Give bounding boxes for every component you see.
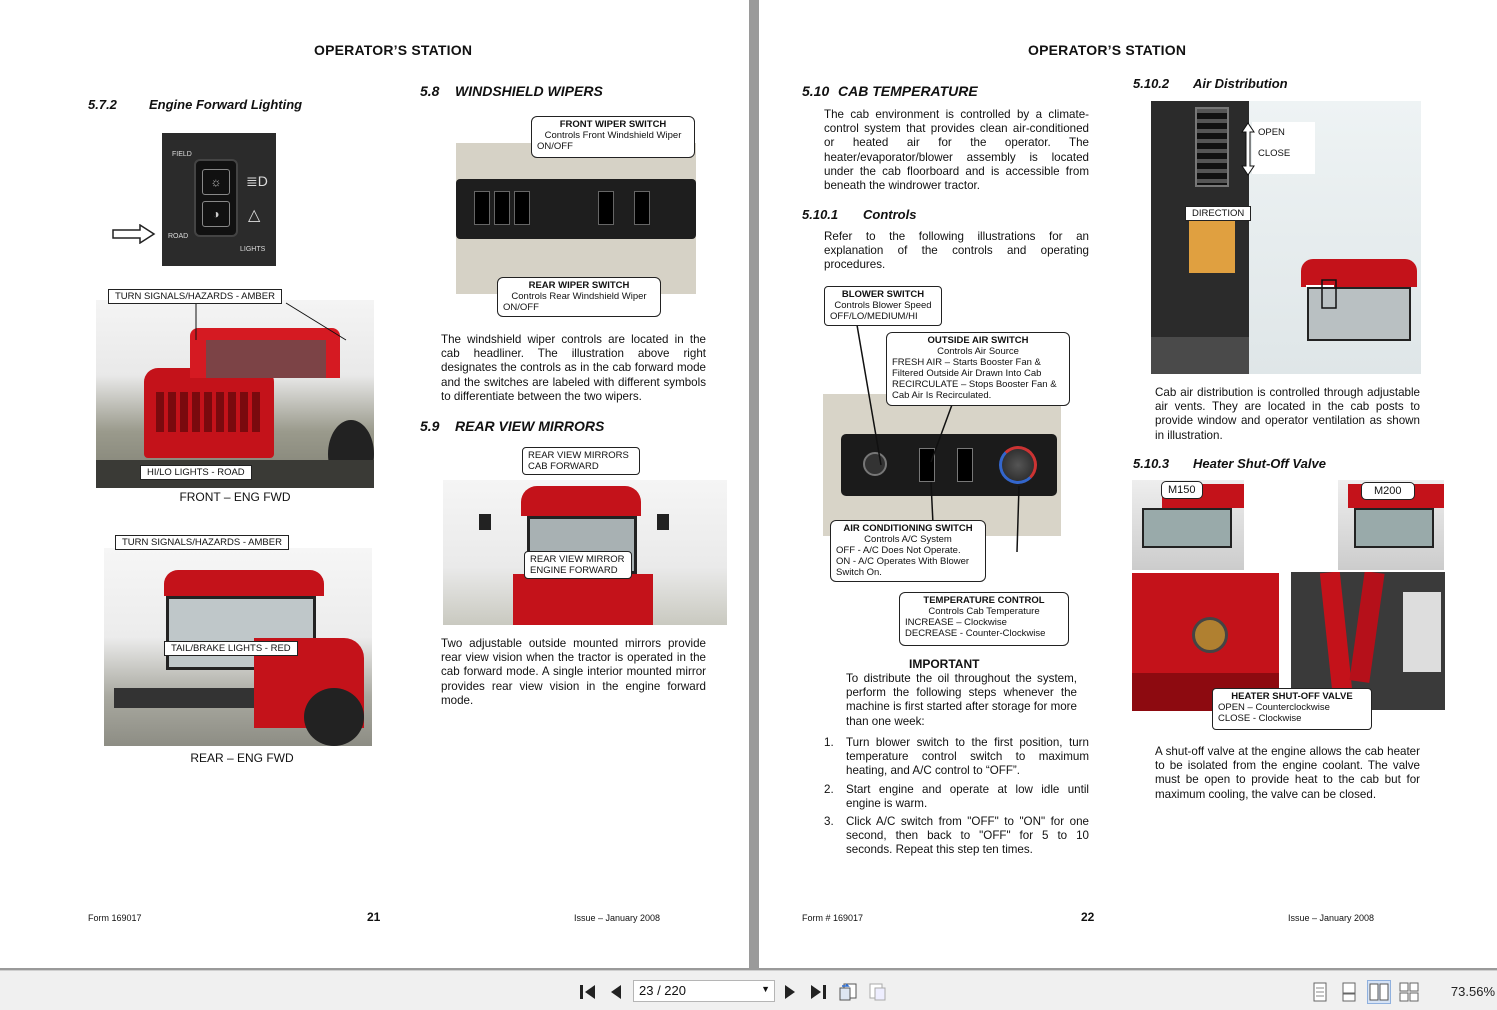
hazard-icon: △ [248, 207, 261, 224]
last-page-button[interactable] [807, 981, 829, 1003]
close-label: CLOSE [1258, 148, 1291, 159]
callout-line: Controls Front Windshield Wiper [544, 130, 682, 141]
blower-callout [824, 286, 942, 326]
turn-signals-tag-rear: TURN SIGNALS/HAZARDS - AMBER [115, 535, 289, 550]
arrow-pointer-icon [112, 224, 156, 244]
next-page-button[interactable] [779, 981, 801, 1003]
ac-callout [830, 520, 986, 582]
callout-line: Controls Air Source [937, 346, 1019, 357]
callout-line: ENGINE FORWARD [530, 565, 618, 576]
section-title: WINDSHIELD WIPERS [455, 83, 603, 99]
section-number: 5.7.2 [88, 97, 117, 112]
callout-line: CLOSE - Clockwise [1218, 713, 1302, 724]
important-heading: IMPORTANT [909, 657, 980, 671]
previous-view-icon [838, 982, 858, 1002]
last-page-icon [809, 984, 827, 1000]
leader-lines [96, 300, 374, 360]
section-title: CAB TEMPERATURE [838, 83, 978, 99]
two-page-icon [1369, 983, 1389, 1001]
go-back-view-button[interactable] [837, 981, 859, 1003]
outside-air-callout [886, 332, 1070, 406]
callout-line: Controls Blower Speed [834, 300, 932, 311]
section-title: Heater Shut-Off Valve [1193, 456, 1326, 471]
callout-title: AIR CONDITIONING SWITCH [843, 523, 973, 534]
section-title: Engine Forward Lighting [149, 97, 303, 112]
previous-page-button[interactable] [605, 981, 627, 1003]
step-text: Turn blower switch to the first position, turn temperature control switch to maximum heating, and A/C control to “OFF”. [846, 736, 1089, 778]
section-number: 5.10.1 [802, 207, 839, 222]
turn-signals-tag-front: TURN SIGNALS/HAZARDS - AMBER [108, 289, 282, 304]
chevron-down-icon[interactable]: ▼ [761, 984, 770, 994]
open-label: OPEN [1258, 127, 1285, 138]
callout-line: CAB FORWARD [528, 461, 599, 472]
callout-line: INCREASE – Clockwise [905, 617, 1007, 628]
page-22 [759, 0, 1497, 968]
front-wiper-callout [531, 116, 695, 158]
m200-tag: M200 [1361, 482, 1415, 500]
page-number: 21 [367, 910, 381, 924]
valve-paragraph: A shut-off valve at the engine allows the cab heater to be isolated from the engine coolant. The valve must be open to provide heat to the cab but for maximum cooling, the valve can be closed. [1155, 745, 1420, 801]
single-page-icon [1312, 982, 1328, 1002]
headlight-icon: ≣D [246, 173, 268, 189]
section-number: 5.10.3 [1133, 456, 1170, 471]
zoom-level[interactable]: 73.56% [1450, 984, 1495, 999]
road-label: ROAD [168, 233, 189, 240]
footer-form: Form # 169017 [802, 913, 864, 923]
step-text: Click A/C switch from "OFF" to "ON" for one second, then back to "OFF" for 5 to 10 seconds. Repeat this step ten times. [846, 815, 1089, 857]
section-number: 5.10.2 [1133, 76, 1170, 91]
callout-title: FRONT WIPER SWITCH [559, 119, 667, 130]
callout-title: HEATER SHUT-OFF VALVE [1231, 691, 1353, 702]
section-title: Air Distribution [1193, 76, 1288, 91]
section-number: 5.9 [420, 418, 440, 434]
valve-callout [1212, 688, 1372, 730]
previous-page-icon [609, 984, 623, 1000]
step-number: 1. [824, 736, 834, 749]
two-page-view-button[interactable] [1367, 980, 1391, 1004]
footer-issue: Issue – January 2008 [1288, 913, 1375, 923]
hilo-lights-tag: HI/LO LIGHTS - ROAD [140, 465, 252, 480]
footer-form: Form 169017 [88, 913, 142, 923]
callout-line: REAR VIEW MIRROR [530, 554, 625, 565]
step-number: 2. [824, 782, 834, 796]
mirror-paragraph: Two adjustable outside mounted mirrors provide rear view vision when the tractor is operated in the cab forward mode. A single interior mounted mirror provides rear view vision in the engine forward mode. [441, 637, 706, 707]
mirror-eng-callout [524, 551, 632, 579]
callout-line: OFF - A/C Does Not Operate. [836, 545, 961, 556]
page-number-value: 23 / 220 [639, 983, 686, 998]
callout-title: REAR WIPER SWITCH [528, 280, 630, 291]
field-label: FIELD [172, 151, 192, 158]
open-close-arrow-icon [1241, 122, 1255, 176]
page-number-field[interactable] [633, 980, 775, 1002]
list-item [824, 783, 1089, 811]
continuous-view-button[interactable] [1338, 981, 1360, 1003]
list-item [824, 736, 1089, 779]
open-close-box [1252, 122, 1315, 174]
page-header: OPERATOR’S STATION [1028, 42, 1187, 58]
callout-line: OFF/LO/MEDIUM/HI [830, 311, 918, 322]
two-page-continuous-icon [1399, 982, 1419, 1002]
callout-line: ON - A/C Operates With Blower [836, 556, 970, 567]
cab-paragraph: The cab environment is controlled by a climate-control system that provides clean air-conditioned or heated air for the operator. The heater/evaporator/blower assembly is located under the cab floorboard and is accessible from beneath the windrower tractor. [824, 108, 1089, 193]
callout-title: TEMPERATURE CONTROL [923, 595, 1045, 606]
callout-title: BLOWER SWITCH [841, 289, 925, 300]
tail-brake-tag: TAIL/BRAKE LIGHTS - RED [164, 641, 298, 656]
callout-line: Filtered Outside Air Drawn Into Cab [892, 368, 1042, 379]
page-number: 22 [1081, 910, 1095, 924]
callout-line: RECIRCULATE – Stops Booster Fan & [892, 379, 1057, 390]
wiper-panel-photo [456, 143, 696, 294]
page-header: OPERATOR’S STATION [314, 42, 473, 58]
callout-line: REAR VIEW MIRRORS [528, 450, 629, 461]
temperature-callout [899, 592, 1069, 646]
single-page-view-button[interactable] [1309, 981, 1331, 1003]
m150-tag: M150 [1161, 481, 1203, 499]
lights-label: LIGHTS [240, 246, 266, 253]
front-caption: FRONT – ENG FWD [179, 490, 291, 504]
callout-line: Controls Rear Windshield Wiper [511, 291, 647, 302]
callout-line: DECREASE - Counter-Clockwise [905, 628, 1046, 639]
vent-pointer-icon [1304, 278, 1344, 318]
callout-line: Controls A/C System [864, 534, 952, 545]
page-21 [0, 0, 749, 968]
go-forward-view-button[interactable] [867, 981, 889, 1003]
section-number: 5.8 [420, 83, 440, 99]
list-item [824, 815, 1089, 858]
mirror-cab-callout [522, 447, 640, 475]
two-page-continuous-button[interactable] [1398, 981, 1420, 1003]
section-title: REAR VIEW MIRRORS [455, 418, 605, 434]
callout-line: ON/OFF [537, 141, 573, 152]
first-page-button[interactable] [577, 981, 599, 1003]
next-page-icon [783, 984, 797, 1000]
air-paragraph: Cab air distribution is controlled through adjustable air vents. They are located in the cab posts to provide window and operator ventilation as shown in illustration. [1155, 386, 1420, 442]
step-number: 3. [824, 815, 834, 829]
callout-title: OUTSIDE AIR SWITCH [927, 335, 1029, 346]
callout-line: ON/OFF [503, 302, 539, 313]
first-page-icon [579, 984, 597, 1000]
bottom-toolbar [0, 970, 1497, 1010]
callout-line: Controls Cab Temperature [928, 606, 1040, 617]
direction-tag: DIRECTION [1185, 206, 1251, 221]
lighting-switch-photo [162, 133, 276, 266]
continuous-page-icon [1341, 982, 1357, 1002]
callout-line: Switch On. [836, 567, 882, 578]
important-paragraph: To distribute the oil throughout the system, perform the following steps whenever the machine is first started after storage for more than one week: [846, 672, 1077, 728]
step-text: Start engine and operate at low idle until engine is warm. [846, 782, 1089, 810]
callout-line: Cab Air Is Recirculated. [892, 390, 992, 401]
callout-line: FRESH AIR – Starts Booster Fan & [892, 357, 1041, 368]
section-title: Controls [863, 207, 917, 222]
wiper-paragraph: The windshield wiper controls are located in the cab headliner. The illustration above right designates the controls as in the cab forward mode and the switches are labeled with different symbols to differentiate between the two wipers. [441, 333, 706, 403]
controls-paragraph: Refer to the following illustrations for an explanation of the controls and operating procedures. [824, 230, 1089, 272]
footer-issue: Issue – January 2008 [574, 913, 661, 923]
next-view-icon [868, 982, 888, 1002]
rear-caption: REAR – ENG FWD [190, 751, 294, 765]
section-number: 5.10 [802, 83, 830, 99]
callout-line: OPEN – Counterclockwise [1218, 702, 1330, 713]
rear-wiper-callout [497, 277, 661, 317]
steps-list [824, 736, 1089, 862]
rocker-switch: ☼ ◑ [194, 159, 238, 237]
